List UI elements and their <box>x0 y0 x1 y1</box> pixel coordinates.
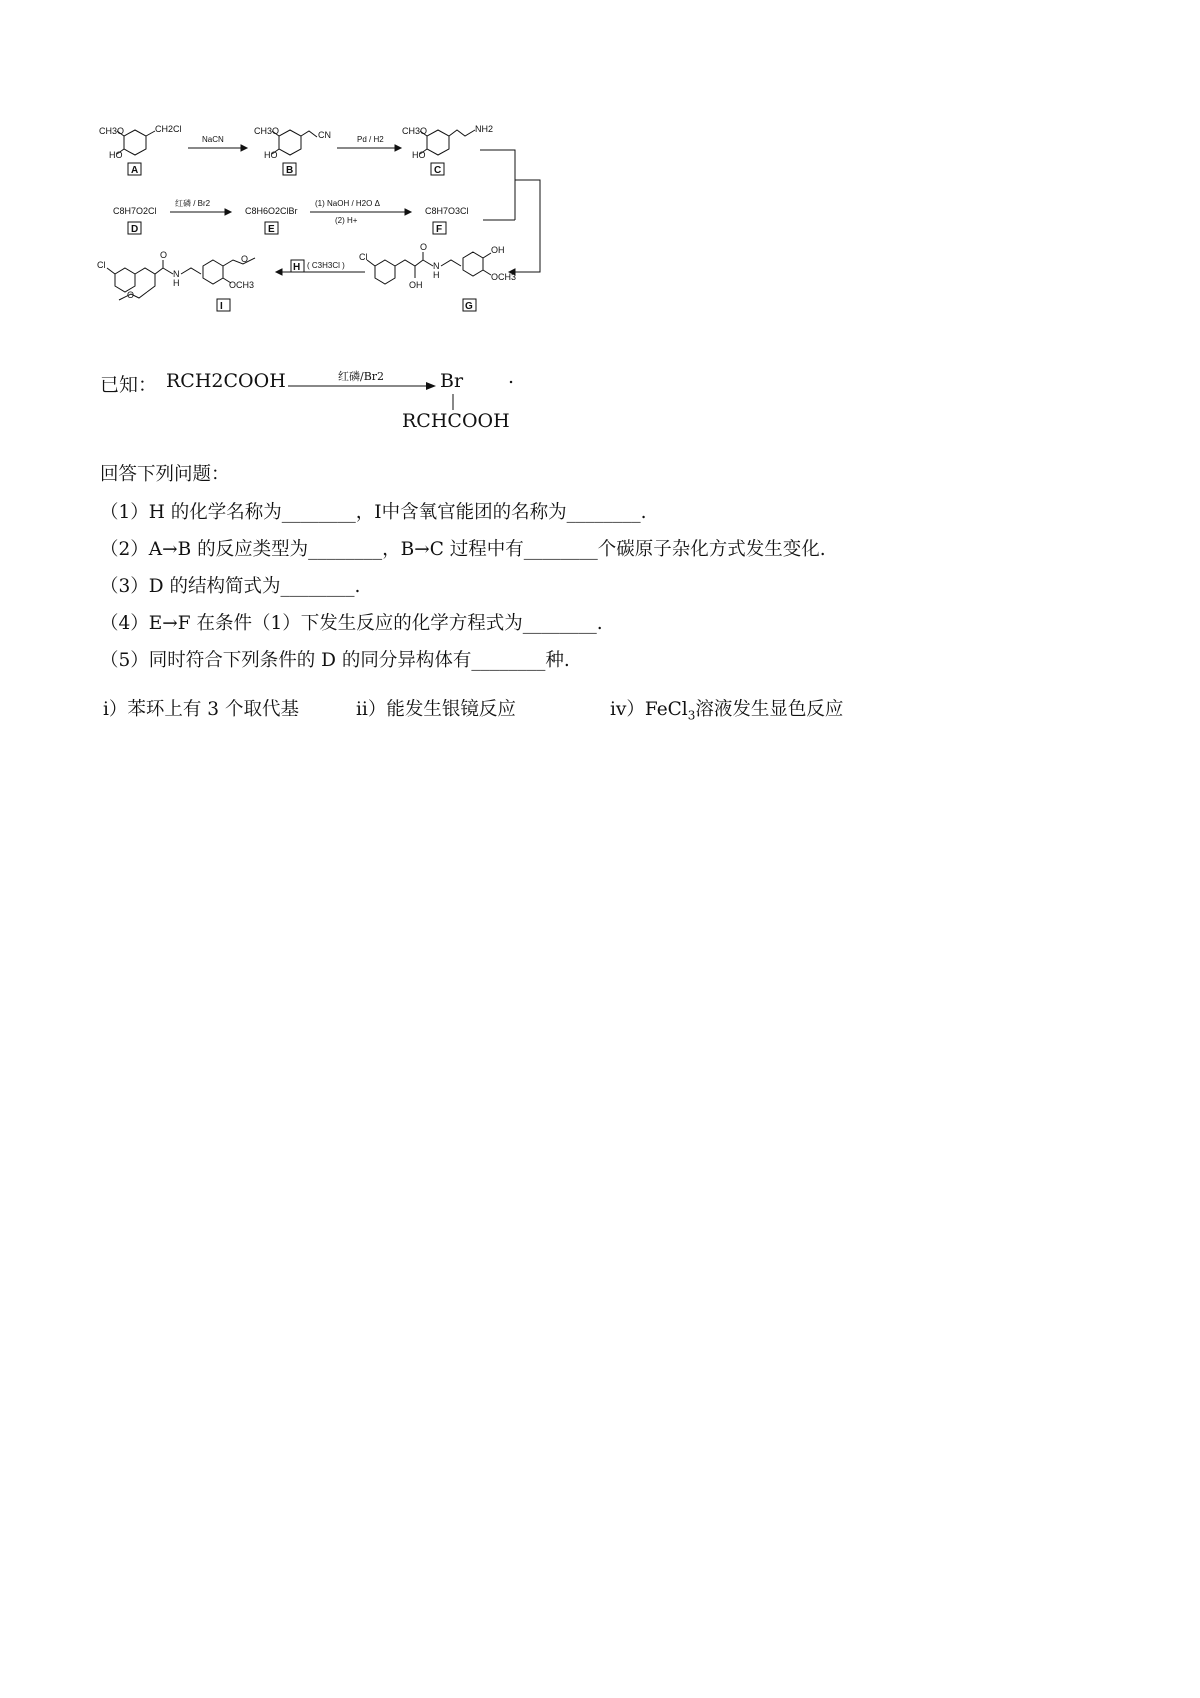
reagent-c3h3cl: ( C3H3Cl ) <box>307 261 345 270</box>
label-b: B <box>286 165 294 176</box>
benzene-ring-a <box>124 130 146 155</box>
reagent-h-plus: (2) H+ <box>335 216 358 225</box>
question-2: （2）A→B 的反应类型为________，B→C 过程中有________个碳原子杂化方式发生变化. <box>100 539 826 560</box>
svg-text:OCH3: OCH3 <box>229 280 255 290</box>
svg-text:OH: OH <box>409 280 423 290</box>
svg-text:H: H <box>433 270 440 280</box>
known-end: . <box>508 366 515 388</box>
svg-text:OH: OH <box>491 245 505 255</box>
svg-text:HO: HO <box>412 150 426 160</box>
svg-text:O: O <box>127 290 135 300</box>
label-e: E <box>268 224 275 235</box>
formula-d: C8H7O2Cl <box>113 206 157 216</box>
known-label: 已知： <box>100 374 158 396</box>
reagent-naoh: (1) NaOH / H2O Δ <box>315 199 380 208</box>
reagent-nacn: NaCN <box>202 135 224 144</box>
label-c: C <box>434 165 442 176</box>
formula-e: C8H6O2ClBr <box>245 206 298 216</box>
question-5: （5）同时符合下列条件的 D 的同分异构体有________种. <box>100 650 570 671</box>
svg-text:CH2Cl: CH2Cl <box>155 124 182 134</box>
question-1: （1）H 的化学名称为________，Ⅰ中含氧官能团的名称为________. <box>100 502 647 523</box>
svg-text:NH2: NH2 <box>475 124 494 134</box>
svg-text:CH3O: CH3O <box>402 126 428 136</box>
known-br: Br <box>440 370 464 392</box>
svg-text:HO: HO <box>264 150 278 160</box>
svg-text:Cl: Cl <box>359 252 368 262</box>
label-a: A <box>131 165 139 176</box>
known-condition: 红磷/Br2 <box>338 370 385 383</box>
known-reaction <box>100 366 600 450</box>
condition-iv: ⅳ）FeCl$_3$溶液发生显色反应 <box>610 699 844 723</box>
svg-text:O: O <box>420 242 428 252</box>
svg-text:N: N <box>173 269 180 279</box>
condition-i: ⅰ）苯环上有 3 个取代基 <box>103 699 299 720</box>
label-f: F <box>436 224 443 235</box>
svg-text:H: H <box>173 278 180 288</box>
question-3: （3）D 的结构简式为________. <box>100 576 361 597</box>
label-d: D <box>131 224 139 235</box>
prompt: 回答下列问题： <box>100 464 230 485</box>
label-h: H <box>293 262 301 273</box>
label-g: G <box>465 301 473 312</box>
svg-text:O: O <box>241 254 249 264</box>
known-arrow <box>288 370 438 398</box>
reagent-pd-h2: Pd / H2 <box>357 135 384 144</box>
svg-text:O: O <box>160 250 168 260</box>
svg-text:CH3O: CH3O <box>254 126 280 136</box>
known-product: RCHCOOH <box>402 410 510 432</box>
svg-text:Cl: Cl <box>97 260 106 270</box>
svg-text:CH3O: CH3O <box>99 126 125 136</box>
svg-text:OCH3: OCH3 <box>491 272 517 282</box>
question-4: （4）E→F 在条件（1）下发生反应的化学方程式为________. <box>100 613 603 634</box>
label-i: I <box>220 301 223 312</box>
svg-text:HO: HO <box>109 150 123 160</box>
svg-text:N: N <box>433 261 440 271</box>
condition-ii: ⅱ）能发生银镜反应 <box>356 699 516 720</box>
formula-f: C8H7O3Cl <box>425 206 469 216</box>
svg-text:CN: CN <box>318 130 331 140</box>
reagent-red-p-br2: 红磷 / Br2 <box>175 199 211 208</box>
known-reactant: RCH2COOH <box>166 370 286 392</box>
synthesis-scheme <box>95 110 605 350</box>
